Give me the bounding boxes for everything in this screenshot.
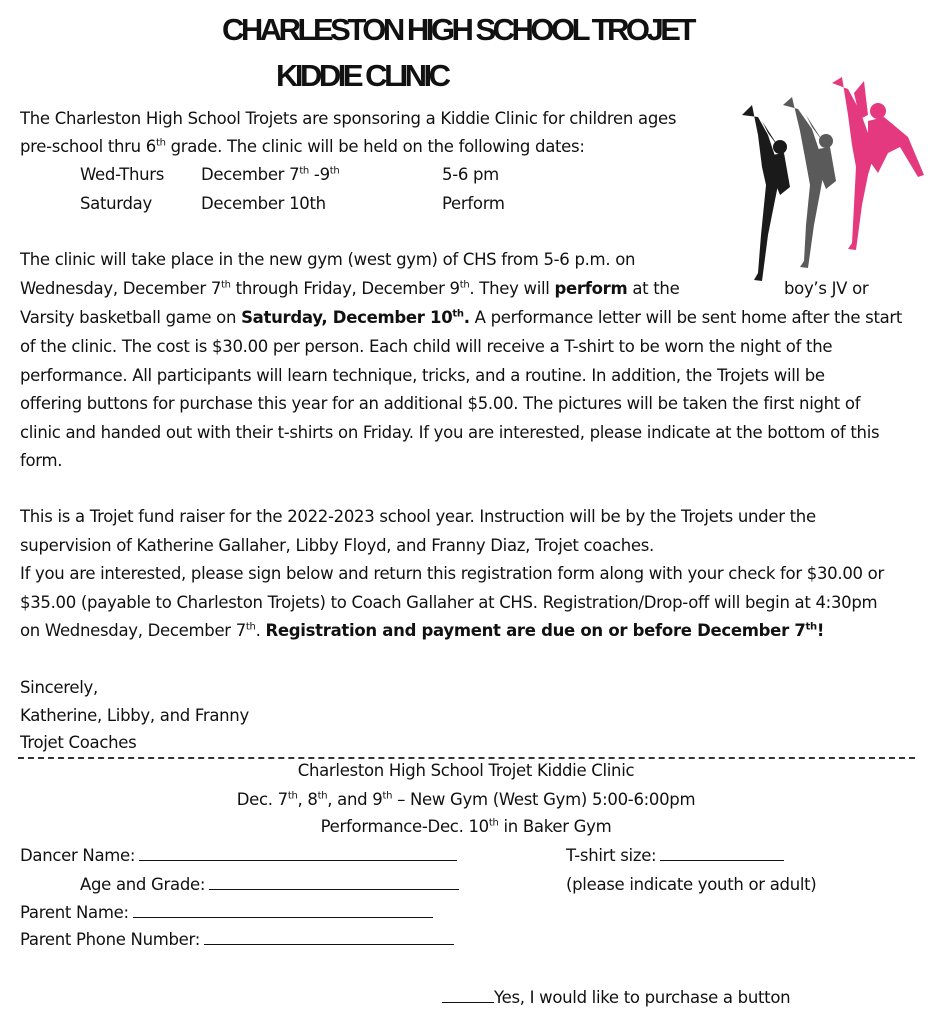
- para1-l3-bold2: .: [463, 308, 470, 327]
- schedule-row-1-date-mid: -9: [308, 165, 330, 184]
- closing-sincerely: Sincerely,: [20, 678, 98, 697]
- para1-l3-bold: Saturday, December 10: [241, 308, 453, 327]
- schedule-row-1-sup2: th: [329, 165, 340, 177]
- para1-l2-d: at the: [627, 279, 680, 298]
- para2-l5-bold: Registration and payment are due on or before December 7: [265, 621, 806, 640]
- para1-l3-sup: th: [452, 308, 464, 320]
- dancer-name-line[interactable]: [139, 859, 457, 861]
- para1-l2-sup2: th: [459, 279, 470, 291]
- fh-l2-d: – New Gym (West Gym) 5:00-6:00pm: [392, 790, 696, 809]
- fh-l2-s2: th: [317, 790, 328, 802]
- intro-line-1: The Charleston High School Trojets are sponsoring a Kiddie Clinic for children ages: [20, 109, 677, 128]
- document-title-line1: CHARLESTON HIGH SCHOOL TROJET: [222, 12, 693, 47]
- para2-line-4: $35.00 (payable to Charleston Trojets) to Coach Gallaher at CHS. Registration/Drop-off will begin at 4:30pm: [20, 593, 878, 612]
- para1-l3-b: A performance letter will be sent home after the start: [469, 308, 903, 327]
- dancer-name-label: Dancer Name:: [20, 846, 136, 865]
- intro-line-2-a: pre-school thru 6: [20, 137, 156, 156]
- age-grade-label: Age and Grade:: [80, 875, 206, 894]
- intro-line-2-b: grade. The clinic will be held on the following dates:: [165, 137, 585, 156]
- fh-l3-s: th: [488, 817, 499, 829]
- para1-l2-a: Wednesday, December 7: [20, 279, 222, 298]
- button-purchase-label: Yes, I would like to purchase a button: [494, 988, 791, 1007]
- para2-l5-sup: th: [245, 621, 256, 633]
- schedule-row-1-time: 5-6 pm: [442, 165, 499, 184]
- para1-line-5: performance. All participants will learn technique, tricks, and a routine. In addition, the Trojets will be: [20, 366, 825, 385]
- schedule-row-1-days: Wed-Thurs: [80, 165, 165, 184]
- tshirt-size-field[interactable]: [566, 842, 784, 870]
- gray-dancer-silhouette: [783, 97, 836, 268]
- intro-sup: th: [155, 137, 166, 149]
- parent-phone-line[interactable]: [204, 943, 454, 945]
- tshirt-size-label: T-shirt size:: [566, 846, 657, 865]
- document-title-line2: KIDDIE CLINIC: [276, 58, 448, 93]
- para1-line-6: offering buttons for purchase this year for an additional $5.00. The pictures will be taken the first night of: [20, 394, 861, 413]
- para1-line-2: [20, 275, 679, 304]
- fh-l2-b: , 8: [297, 790, 318, 809]
- para2-line-1: This is a Trojet fund raiser for the 2022-2023 school year. Instruction will be by the Trojets under the: [20, 507, 816, 526]
- closing-names: Katherine, Libby, and Franny: [20, 706, 249, 725]
- fh-l2-s3: th: [382, 790, 393, 802]
- button-purchase-option[interactable]: [442, 984, 790, 1012]
- schedule-row-2-days: Saturday: [80, 194, 152, 213]
- fh-l2-a: Dec. 7: [236, 790, 288, 809]
- tshirt-note: (please indicate youth or adult): [566, 875, 817, 894]
- para2-line-2: supervision of Katherine Gallaher, Libby Floyd, and Franny Diaz, Trojet coaches.: [20, 536, 654, 555]
- tshirt-size-line[interactable]: [660, 859, 784, 861]
- parent-phone-field[interactable]: [20, 926, 454, 954]
- fh-l3-a: Performance-Dec. 10: [320, 817, 489, 836]
- schedule-row-2-time: Perform: [442, 194, 505, 213]
- para1-l2-sup: th: [221, 279, 231, 291]
- form-header-line-1: Charleston High School Trojet Kiddie Clinic: [297, 761, 635, 780]
- para1-line-7: clinic and handed out with their t-shirts on Friday. If you are interested, please indicate at the bottom of this: [20, 423, 880, 442]
- para1-line-2-right: boy’s JV or: [784, 279, 869, 298]
- schedule-row-1-sup: th: [299, 165, 309, 177]
- schedule-row-2-date: December 10th: [201, 194, 326, 213]
- fh-l3-b: in Baker Gym: [498, 817, 612, 836]
- parent-name-field[interactable]: [20, 899, 433, 927]
- schedule-row-1-date-text: December 7: [201, 165, 300, 184]
- para2-l5-bold2: !: [816, 621, 825, 640]
- para1-l2-bold: perform: [554, 279, 628, 298]
- age-grade-line[interactable]: [209, 888, 459, 890]
- para2-l5-a: on Wednesday, December 7: [20, 621, 246, 640]
- para1-line-1: The clinic will take place in the new gym (west gym) of CHS from 5-6 p.m. on: [20, 250, 636, 269]
- para1-line-4: of the clinic. The cost is $30.00 per person. Each child will receive a T-shirt to be worn the night of the: [20, 337, 833, 356]
- dancer-silhouettes-image: [728, 75, 928, 285]
- pink-dancer-silhouette: [832, 77, 924, 250]
- para1-l2-b: through Friday, December 9: [230, 279, 460, 298]
- para1-line-8: form.: [20, 451, 63, 470]
- form-header-line-2: [0, 786, 932, 814]
- para1-l2-c: . They will: [469, 279, 555, 298]
- black-dancer-silhouette: [742, 105, 790, 281]
- para2-l5-sup2: th: [805, 621, 817, 633]
- age-grade-field[interactable]: [80, 871, 459, 899]
- para2-l5-b: .: [255, 621, 266, 640]
- form-header-line-3: [0, 813, 932, 841]
- schedule-row-1-date: [201, 161, 339, 189]
- para2-line-3: If you are interested, please sign below and return this registration form along with your check for $30.00 or: [20, 564, 884, 583]
- parent-phone-label: Parent Phone Number:: [20, 930, 200, 949]
- dancer-name-field[interactable]: [20, 842, 457, 870]
- closing-role: Trojet Coaches: [20, 733, 137, 752]
- button-purchase-checkline[interactable]: [442, 1001, 494, 1003]
- para1-line-3: [20, 304, 902, 333]
- para1-l3-a: Varsity basketball game on: [20, 308, 242, 327]
- intro-line-2: [20, 133, 585, 162]
- parent-name-line[interactable]: [133, 916, 433, 918]
- fh-l2-s1: th: [287, 790, 298, 802]
- parent-name-label: Parent Name:: [20, 903, 129, 922]
- para2-line-5: [20, 617, 824, 646]
- fh-l2-c: , and 9: [327, 790, 383, 809]
